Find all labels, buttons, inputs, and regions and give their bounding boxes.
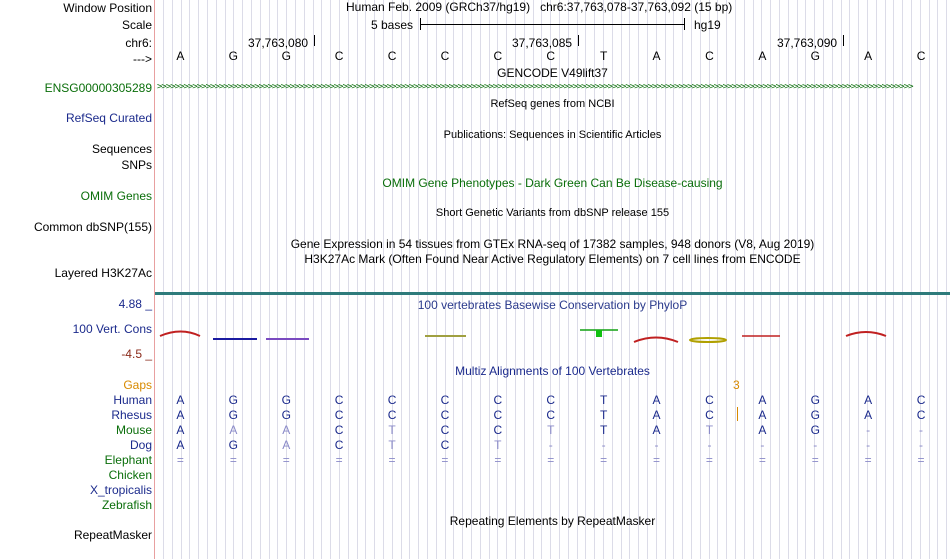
aligned-base: A <box>758 393 767 407</box>
cons-mark-10 <box>846 332 886 336</box>
aligned-base: - <box>548 438 553 452</box>
phylop-title[interactable]: 100 vertebrates Basewise Conservation by PhyloP <box>417 298 688 312</box>
cons-label[interactable]: 100 Vert. Cons <box>72 322 152 336</box>
aligned-base: T <box>547 423 555 437</box>
aligned-base: C <box>334 438 344 452</box>
aligned-base: - <box>760 438 765 452</box>
aligned-base: C <box>705 393 714 407</box>
aligned-base: C <box>440 408 450 422</box>
aligned-base: - <box>866 438 871 452</box>
aligned-base: = <box>229 453 237 467</box>
aligned-base: A <box>176 393 185 407</box>
aligned-base: = <box>441 453 449 467</box>
strand-label: ---> <box>133 52 152 66</box>
aligned-base: C <box>546 393 556 407</box>
species-label[interactable]: X_tropicalis <box>89 483 152 497</box>
cons-mark-7 <box>634 338 678 343</box>
aligned-base: C <box>493 408 503 422</box>
aligned-base: C <box>916 408 926 422</box>
phylop-min-label: -4.5 _ <box>121 347 152 361</box>
aligned-base: A <box>176 438 185 452</box>
aligned-base: - <box>919 438 924 452</box>
ref-base: C <box>916 49 926 63</box>
gaps-label[interactable]: Gaps <box>123 378 152 392</box>
aligned-base: A <box>758 423 767 437</box>
aligned-base: G <box>228 438 239 452</box>
aligned-base: A <box>176 408 185 422</box>
aligned-base: A <box>176 423 185 437</box>
aligned-base: C <box>387 393 397 407</box>
aligned-base: C <box>440 423 450 437</box>
aligned-base: = <box>335 453 343 467</box>
species-label[interactable]: Dog <box>129 438 152 452</box>
h3k27ac-label[interactable]: Layered H3K27Ac <box>54 266 152 280</box>
ref-base: A <box>758 49 767 63</box>
ref-base: A <box>652 49 661 63</box>
aligned-base: T <box>599 393 608 407</box>
species-label[interactable]: Elephant <box>104 453 152 467</box>
aligned-base: T <box>599 423 608 437</box>
gencode-gene-feature[interactable]: >>>>>>>>>>>>>>>>>>>>>>>>>>>>>>>>>>>>>>>>>>>>>>>>>>>>>>>>>>>>>>>>>>>>>>>>>>>>>>>>>>>>>>>>>>>>>>>>>>>>>>>>>>>>>>>>>>>>>>>>>>>>>>>>>>>>>>>>>>>>>>>>>>>>>>>>>>>>>>>>>>>>>>>>>>> <box>157 82 913 92</box>
aligned-base: G <box>228 408 239 422</box>
refseq-label[interactable]: RefSeq Curated <box>65 111 152 125</box>
aligned-base: C <box>916 393 926 407</box>
ref-base: C <box>387 49 397 63</box>
aligned-base: C <box>440 438 450 452</box>
aligned-base: T <box>494 438 502 452</box>
gtex-title[interactable]: Gene Expression in 54 tissues from GTEx RNA-seq of 17382 samples, 948 donors (V8, Aug 2019) <box>290 237 815 251</box>
aligned-base: A <box>652 393 661 407</box>
aligned-base: C <box>493 393 503 407</box>
ref-base: G <box>810 49 820 63</box>
species-label[interactable]: Zebrafish <box>101 498 152 512</box>
aligned-base: = <box>282 453 290 467</box>
ref-base: C <box>440 49 450 63</box>
repeatmasker-title[interactable]: Repeating Elements by RepeatMasker <box>449 514 656 528</box>
aligned-base: - <box>654 438 659 452</box>
aligned-base: = <box>600 453 608 467</box>
ref-base: C <box>546 49 556 63</box>
aligned-base: T <box>388 438 396 452</box>
aligned-base: C <box>387 408 397 422</box>
chrom-label: chr6: <box>125 36 152 50</box>
phylop-max-label: 4.88 _ <box>118 297 152 311</box>
ruler-position-2: 37,763,085 <box>512 36 573 50</box>
aligned-base: - <box>601 438 606 452</box>
aligned-base: A <box>652 423 661 437</box>
ref-base: C <box>493 49 503 63</box>
repeatmasker-label[interactable]: RepeatMasker <box>73 528 152 542</box>
aligned-base: = <box>811 453 819 467</box>
aligned-base: G <box>810 423 820 437</box>
ref-base: G <box>228 49 239 63</box>
aligned-base: = <box>547 453 555 467</box>
cons-mark-8 <box>690 338 726 342</box>
cons-mark-1 <box>160 332 200 337</box>
ref-base: A <box>864 49 873 63</box>
scale-text: 5 bases <box>371 18 414 32</box>
ref-base: A <box>176 49 185 63</box>
aligned-base: A <box>229 423 238 437</box>
aligned-base: = <box>705 453 713 467</box>
aligned-base: A <box>864 408 873 422</box>
snps-label[interactable]: SNPs <box>121 158 152 172</box>
aligned-base: - <box>813 438 818 452</box>
omim-title[interactable]: OMIM Gene Phenotypes - Dark Green Can Be Disease-causing <box>382 176 723 190</box>
sequences-label[interactable]: Sequences <box>91 142 152 156</box>
window-position-label: Window Position <box>63 1 152 15</box>
aligned-base: G <box>810 393 820 407</box>
aligned-base: C <box>493 423 503 437</box>
aligned-base: G <box>281 408 291 422</box>
assembly-label: hg19 <box>694 18 721 32</box>
h3k27ac-title[interactable]: H3K27Ac Mark (Often Found Near Active Regulatory Elements) on 7 cell lines from ENCODE <box>304 252 801 266</box>
aligned-base: A <box>864 393 873 407</box>
aligned-base: C <box>705 408 714 422</box>
aligned-base: A <box>758 408 767 422</box>
dbsnp-title[interactable]: Short Genetic Variants from dbSNP release 155 <box>435 207 670 219</box>
aligned-base: A <box>282 438 291 452</box>
refseq-title[interactable]: RefSeq genes from NCBI <box>490 98 615 110</box>
aligned-base: G <box>281 393 291 407</box>
species-label[interactable]: Chicken <box>108 468 152 482</box>
omim-label[interactable]: OMIM Genes <box>80 189 152 203</box>
aligned-base: C <box>334 423 344 437</box>
ref-base: C <box>705 49 714 63</box>
ruler-position-1: 37,763,080 <box>248 36 309 50</box>
dbsnp-label[interactable]: Common dbSNP(155) <box>33 220 152 234</box>
aligned-base: C <box>546 408 556 422</box>
aligned-base: T <box>599 408 608 422</box>
ruler-position-3: 37,763,090 <box>777 36 838 50</box>
aligned-base: = <box>917 453 925 467</box>
aligned-base: = <box>864 453 872 467</box>
aligned-base: = <box>758 453 766 467</box>
aligned-base: = <box>388 453 396 467</box>
aligned-base: C <box>440 393 450 407</box>
ref-base: T <box>599 49 608 63</box>
aligned-base: G <box>228 393 239 407</box>
ref-base: C <box>334 49 344 63</box>
aligned-base: C <box>334 408 344 422</box>
aligned-base: C <box>334 393 344 407</box>
species-label[interactable]: Mouse <box>115 423 152 437</box>
gap-insert-mark <box>737 407 738 421</box>
publications-title[interactable]: Publications: Sequences in Scientific Articles <box>443 129 662 141</box>
window-position-title: Human Feb. 2009 (GRCh37/hg19) chr6:37,763,078-37,763,092 (15 bp) <box>346 0 733 14</box>
ref-base: G <box>281 49 291 63</box>
species-label[interactable]: Rhesus <box>111 408 152 422</box>
aligned-base: T <box>388 423 396 437</box>
gencode-title[interactable]: GENCODE V49lift37 <box>497 66 608 80</box>
species-label[interactable]: Human <box>113 393 152 407</box>
aligned-base: - <box>707 438 712 452</box>
aligned-base: - <box>866 423 871 437</box>
aligned-base: G <box>810 408 820 422</box>
aligned-base: T <box>705 423 714 437</box>
aligned-base: A <box>652 408 661 422</box>
aligned-base: = <box>176 453 184 467</box>
gencode-gene-label[interactable]: ENSG00000305289 <box>44 81 152 95</box>
aligned-base: = <box>494 453 502 467</box>
gap-insert-count: 3 <box>733 378 740 392</box>
aligned-base: = <box>653 453 661 467</box>
cons-mark-6 <box>596 330 602 337</box>
aligned-base: - <box>919 423 924 437</box>
multiz-title[interactable]: Multiz Alignments of 100 Vertebrates <box>455 364 650 378</box>
aligned-base: A <box>282 423 291 437</box>
scale-label: Scale <box>121 18 152 32</box>
